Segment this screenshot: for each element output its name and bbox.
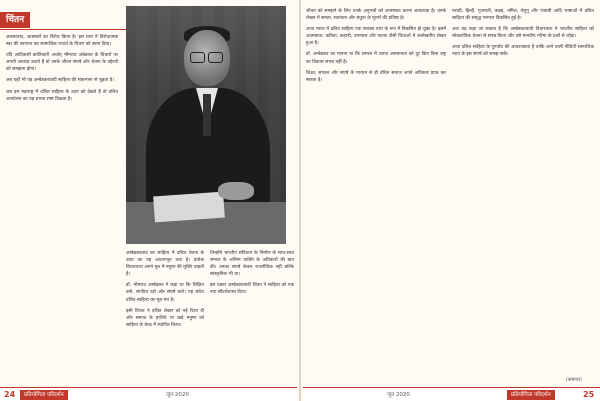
right-col-2: [452, 8, 594, 368]
section-tag: चिंतन: [0, 12, 30, 28]
paragraph: डॉ. अम्बेडकर का मानना था कि समाज में व्याप्त असमानता को दूर किए बिना राष्ट्र का विकास संभव नहीं है।: [306, 52, 446, 65]
paragraph: मराठी, हिन्दी, गुजराती, कन्नड़, तमिल, तेलुगू और पंजाबी आदि भाषाओं में दलित साहित्य की समृद्ध परम्परा विकसित हुई है।: [452, 9, 594, 22]
issue-date-right: जून 2020: [387, 392, 410, 398]
left-col-2: [126, 250, 204, 384]
paragraph: यदि आदिवासी क्रांतिकारी अर्थात् भीमराव अंबेडकर के विचारों पर अपनी आवाज़ उठाते हैं तो उनके जीवन संघर्ष और चेतना के उद्देश्यों को समझना होगा।: [6, 53, 118, 73]
paragraph: आज दलित साहित्य के पुनर्पाठ की आवश्यकता है ताकि आने वाली पीढ़ियाँ सामाजिक न्याय के इस संघर्ष को समझ सकें।: [452, 45, 594, 58]
left-col-3: [210, 250, 294, 384]
footer-right: [303, 387, 600, 401]
paragraph: इस प्रकार अम्बेडकरवादी चिंतन ने साहित्य को एक नया सौंदर्यशास्त्र दिया।: [210, 283, 294, 296]
paragraph: अवसरवाद, आडम्बरों का विरोध किया है। इस धारा ने विरोधात्मक स्वर की स्थापना कर सामाजिक यथार्थ के चित्रण को स्थान दिया।: [6, 35, 118, 48]
paragraph: जब हम महाराष्ट्र में दलित साहित्य के उदय को देखते हैं तो दलित आन्दोलन का यह प्रभाव स्पष्ट दिखता है।: [6, 89, 118, 102]
paragraph: इसी विचार ने दलित लेखन को नई दिशा दी और समाज के हाशिये पर खड़े मनुष्य को साहित्य के केन्द्र में स्थापित किया।: [126, 308, 204, 328]
paragraph: आज भारत में दलित साहित्य एक सशक्त धारा के रूप में विकसित हो चुका है। इसमें आत्मकथा, कविता, कहानी, उपन्यास और नाटक जैसी विधाओं में उल्लेखनीय लेखन हुआ है।: [306, 27, 446, 47]
portrait-photo: [126, 6, 286, 244]
section-tag-rule: [0, 29, 140, 30]
left-col-1: [6, 34, 118, 384]
footer-left: [0, 387, 297, 401]
issue-date-left: जून 2020: [166, 392, 189, 398]
paragraph: अम्बेडकरवाद का साहित्य में दलित चेतना के उदय का यह आधारभूत तत्व है। प्रत्येक विचारधारा अपने मूल में मनुष्य की मुक्ति चाहती है।: [126, 251, 204, 278]
magazine-name-left: प्रतियोगिता परिदर्शन: [20, 390, 68, 400]
paragraph: शिक्षा, संगठन और संघर्ष के माध्यम से ही वंचित समाज अपने अधिकार प्राप्त कर सकता है।: [306, 70, 446, 83]
paragraph: अतः यह कहा जा सकता है कि अम्बेडकरवादी विचारधारा ने भारतीय साहित्य को लोकतांत्रिक चेतना से संपन्न किया और उसे मानवीय गरिमा के प्रश्नों से जोड़ा।: [452, 27, 594, 40]
paragraph: जिन्होंने भारतीय संविधान के निर्माण के साथ-साथ समाज के अन्तिम व्यक्ति के अधिकारों की बात की। उनका संघर्ष केवल राजनीतिक नहीं बल्कि सांस्कृतिक भी था।: [210, 251, 294, 278]
page-number-left: 24: [4, 390, 16, 399]
paragraph: अब यहाँ भी यह अम्बेडकरवादी साहित्य की संकल्पना से जुड़ता है।: [6, 78, 114, 84]
paragraph: डॉ. भीमराव अम्बेडकर ने कहा था कि शिक्षित बनो, संगठित रहो और संघर्ष करो। यह संदेश दलित साहित्य का मूल मंत्र है।: [126, 283, 204, 303]
right-col-1: [306, 8, 446, 384]
end-mark: (समाप्त): [566, 377, 582, 383]
paragraph: जीवन को समझने के लिए उनके अनुभवों को आत्मसात करना आवश्यक है। उनके लेखन में समता, स्वतंत्रता और बंधुता के मूल्यों की प्रतिष्ठा है।: [306, 9, 446, 22]
page-gutter: [299, 0, 301, 401]
page-number-right: 25: [583, 390, 595, 399]
magazine-name-right: प्रतियोगिता परिदर्शन: [507, 390, 555, 400]
